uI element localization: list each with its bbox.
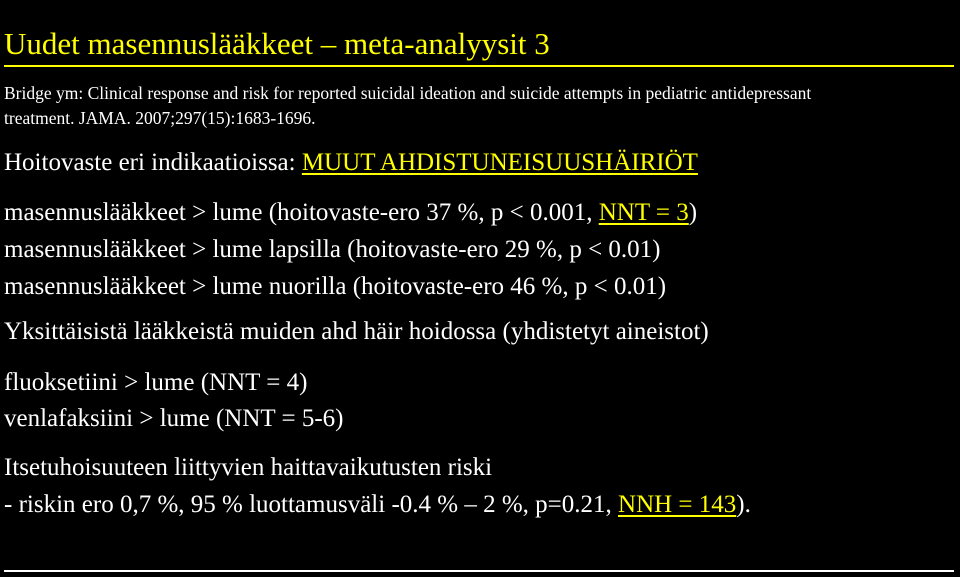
nnh-link[interactable]: NNH = 143 — [618, 491, 737, 518]
result-1-suffix: ) — [688, 199, 698, 226]
suicide-risk-text: - riskin ero 0,7 %, 95 % luottamusväli -0.4 % – 2 %, p=0.21, — [4, 491, 619, 518]
individual-item-1: fluoksetiini > lume (NNT = 4) — [4, 369, 308, 396]
suicide-risk-line — [4, 492, 751, 517]
result-line-3: masennuslääkkeet > lume nuorilla (hoitovaste-ero 46 %, p < 0.01) — [4, 273, 667, 300]
suicide-risk-heading: Itsetuhoisuuteen liittyvien haittavaikutusten riski — [4, 454, 493, 481]
indication-highlight: MUUT AHDISTUNEISUUSHÄIRIÖT — [301, 149, 698, 176]
individual-heading: Yksittäisistä lääkkeistä muiden ahd häir hoidossa (yhdistetyt aineistot) — [4, 318, 709, 345]
title-underline — [4, 65, 954, 67]
indication-label: Hoitovaste eri indikaatioissa: — [4, 149, 302, 176]
nnt-link[interactable]: NNT = 3 — [598, 199, 689, 226]
result-1-text: masennuslääkkeet > lume (hoitovaste-ero 37 %, p < 0.001, — [4, 199, 599, 226]
reference-line-1: Bridge ym: Clinical response and risk for reported suicidal ideation and suicide attempts in pediatric antidepressant — [4, 83, 812, 103]
suicide-risk-suffix: ). — [736, 491, 751, 518]
reference-line-2: treatment. JAMA. 2007;297(15):1683-1696. — [4, 108, 316, 128]
individual-item-2: venlafaksiini > lume (NNT = 5-6) — [4, 405, 344, 432]
bottom-divider — [4, 570, 954, 572]
result-line-1 — [4, 200, 697, 225]
indication-line — [4, 150, 698, 175]
result-line-2: masennuslääkkeet > lume lapsilla (hoitovaste-ero 29 %, p < 0.01) — [4, 236, 661, 263]
slide-title: Uudet masennuslääkkeet – meta-analyysit 3 — [4, 26, 550, 61]
